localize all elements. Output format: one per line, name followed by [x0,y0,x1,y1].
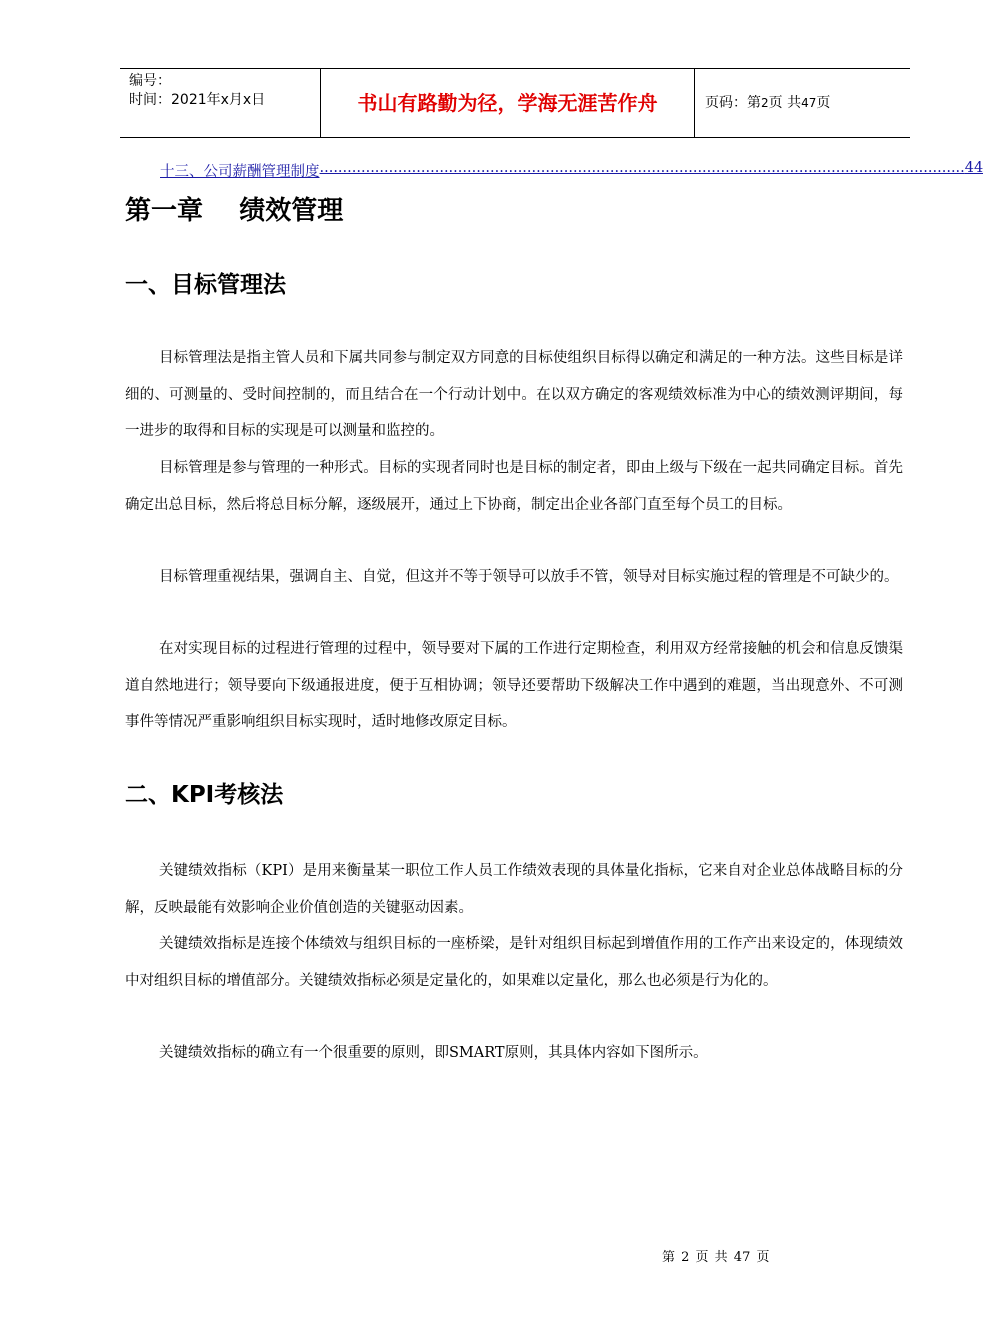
paragraph: 在对实现目标的过程进行管理的过程中，领导要对下属的工作进行定期检查，利用双方经常接触的机会和信息反馈渠道自然地进行；领导要向下级通报进度，便于互相协调；领导还要帮助下级解决工作中遇到的难题，当出现意外、不可测事件等情况严重影响组织目标实现时，适时地修改原定目标。 [125,641,903,730]
page-suffix: 页 [816,95,831,111]
section-heading-kpi: 二、KPI考核法 [125,782,284,808]
current-page-number: 2 [761,96,769,110]
page-mid: 页 共 [768,95,802,111]
header-info-cell [120,69,321,137]
section-heading-mbo: 一、目标管理法 [125,272,286,298]
document-time: 时间：2021年x月x日 [129,92,266,108]
chapter-title: 第一章 绩效管理 [125,196,344,226]
toc-entry-title: 十三、公司薪酬管理制度 [160,164,320,180]
toc-leader-dots: ............................................................................................................................................ [319,160,965,176]
document-number-label: 编号： [129,73,171,89]
total-page-number: 47 [801,96,817,110]
toc-entry-page: 44 [964,160,983,176]
page-prefix: 页码：第 [705,95,761,111]
paragraph: 关键绩效指标（KPI）是用来衡量某一职位工作人员工作绩效表现的具体量化指标，它来自对企业总体战略目标的分解，反映最能有效影响企业价值创造的关键驱动因素。 [125,863,903,916]
header-page-info [695,69,910,137]
header-motto: 书山有路勤为径，学海无涯苦作舟 [321,69,695,137]
paragraph: 目标管理重视结果，强调自主、自觉，但这并不等于领导可以放手不管，领导对目标实施过程的管理是不可缺少的。 [159,569,899,585]
paragraph: 目标管理是参与管理的一种形式。目标的实现者同时也是目标的制定者，即由上级与下级在一起共同确定目标。首先确定出总目标，然后将总目标分解，逐级展开，通过上下协商，制定出企业各部门直至每个员工的目标。 [125,460,903,513]
paragraph: 关键绩效指标是连接个体绩效与组织目标的一座桥梁，是针对组织目标起到增值作用的工作产出来设定的，体现绩效中对组织目标的增值部分。关键绩效指标必须是定量化的，如果难以定量化，那么也必须是行为化的。 [125,936,903,989]
toc-link-salary-policy[interactable] [160,160,983,181]
paragraph: 关键绩效指标的确立有一个很重要的原则，即SMART原则，其具体内容如下图所示。 [159,1045,708,1061]
page-header [120,68,910,138]
page-footer: 第 2 页 共 47 页 [662,1250,770,1265]
paragraph: 目标管理法是指主管人员和下属共同参与制定双方同意的目标使组织目标得以确定和满足的一种方法。这些目标是详细的、可测量的、受时间控制的，而且结合在一个行动计划中。在以双方确定的客观绩效标准为中心的绩效测评期间，每一进步的取得和目标的实现是可以测量和监控的。 [125,350,903,439]
